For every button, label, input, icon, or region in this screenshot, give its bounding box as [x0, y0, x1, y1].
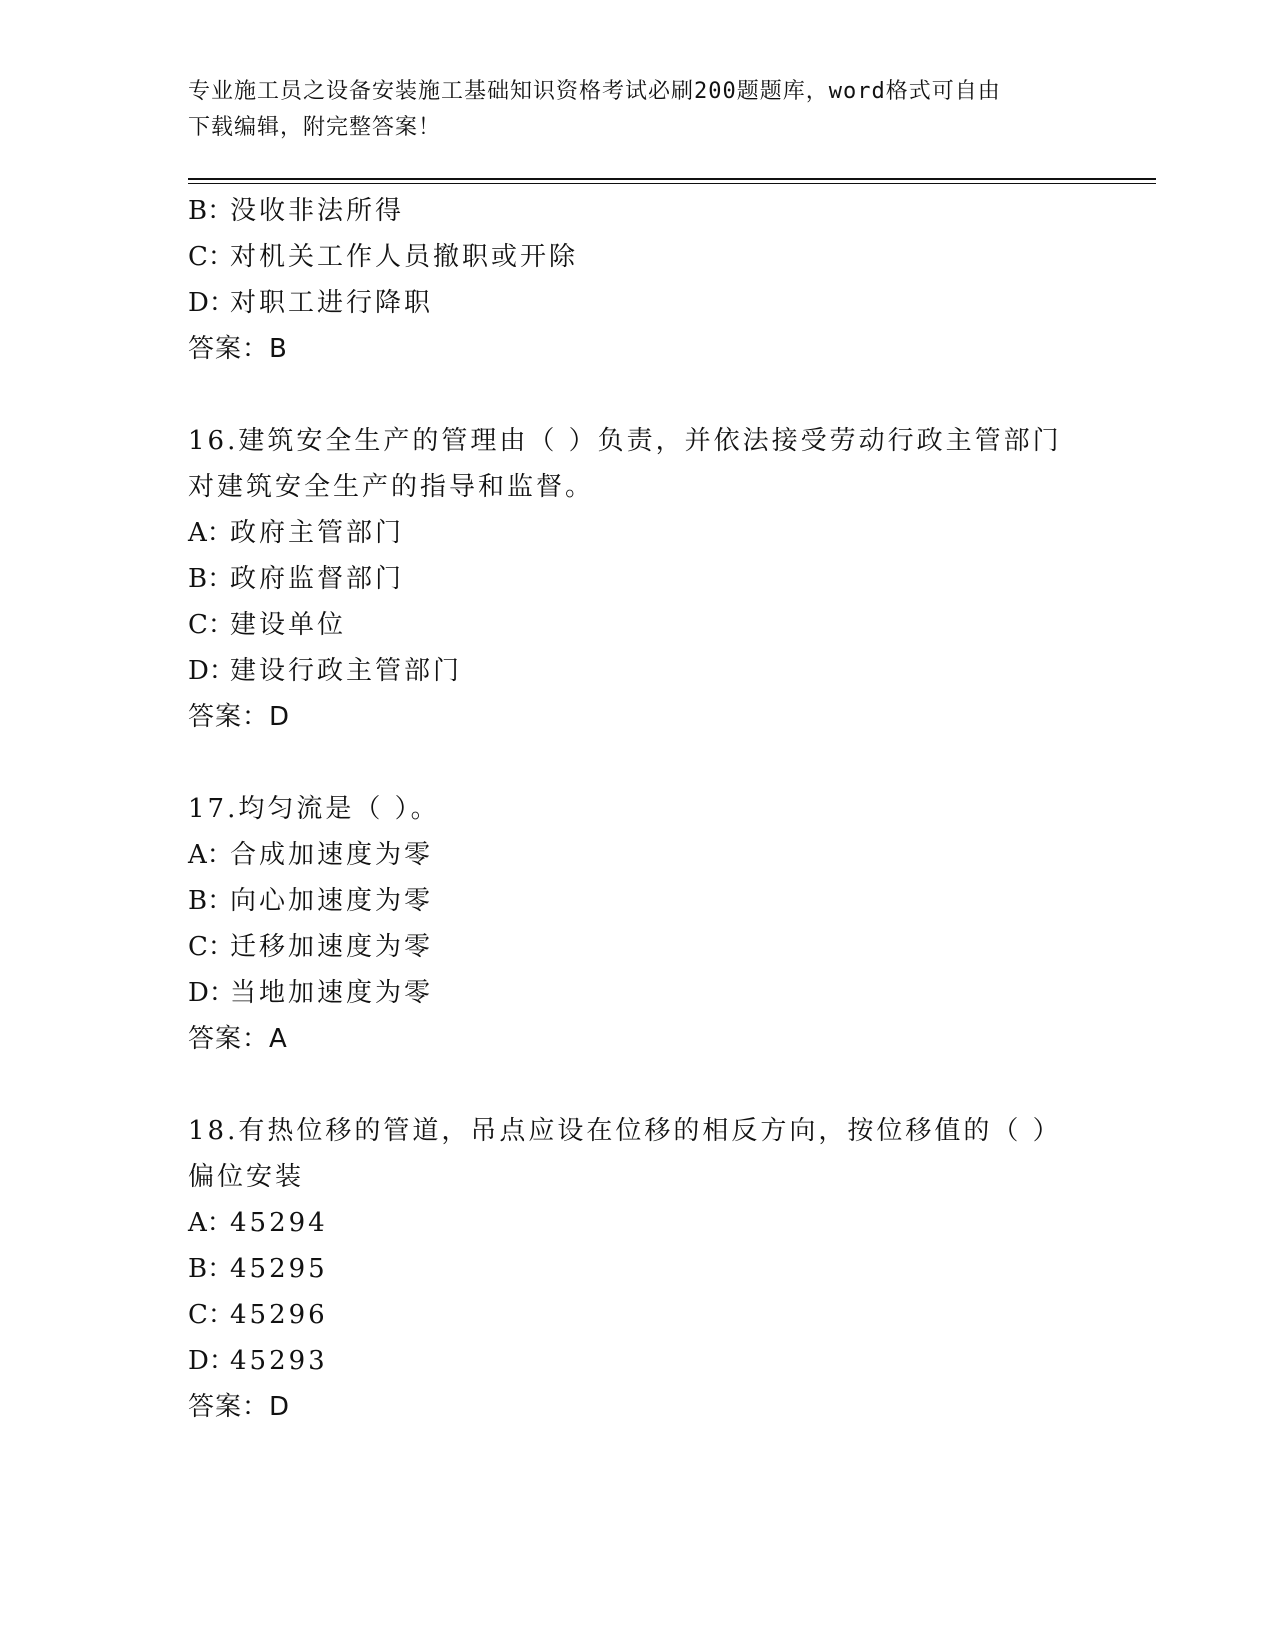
answer-line: 答案：D: [188, 1392, 291, 1422]
option-a: A：合成加速度为零: [188, 840, 434, 870]
option-b: B：向心加速度为零: [188, 886, 434, 916]
option-a: A：45294: [188, 1208, 328, 1238]
question-17: [188, 786, 1088, 1062]
option-d: D：45293: [188, 1346, 328, 1376]
answer-line: 答案：B: [188, 334, 288, 364]
option-b: B：45295: [188, 1254, 328, 1284]
question-stem-line-2: 偏位安装: [188, 1162, 305, 1192]
header-line-2: 下载编辑，附完整答案！: [188, 115, 442, 140]
option-c: C：45296: [188, 1300, 328, 1330]
option-b: B：政府监督部门: [188, 564, 405, 594]
prev-question: [188, 188, 1088, 372]
header-divider-thin: [188, 183, 1156, 184]
option-d: D：建设行政主管部门: [188, 656, 463, 686]
question-stem-line-1: 16.建筑安全生产的管理由（ ）负责，并依法接受劳动行政主管部门: [188, 426, 1062, 456]
question-stem-line-1: 18.有热位移的管道，吊点应设在位移的相反方向，按位移值的（ ）: [188, 1116, 1062, 1146]
option-c: C：迁移加速度为零: [188, 932, 434, 962]
option-d: D：当地加速度为零: [188, 978, 434, 1008]
answer-line: 答案：A: [188, 1024, 288, 1054]
answer-line: 答案：D: [188, 702, 291, 732]
header-line-1: 专业施工员之设备安装施工基础知识资格考试必刷200题题库，word格式可自由: [188, 79, 1001, 104]
option-a: A：政府主管部门: [188, 518, 405, 548]
question-content: [188, 188, 1088, 1430]
option-c: C：对机关工作人员撤职或开除: [188, 242, 579, 272]
question-stem-line-1: 17.均匀流是（ ）。: [188, 794, 440, 824]
header-divider-thick: [188, 178, 1156, 180]
option-d: D：对职工进行降职: [188, 288, 434, 318]
option-b: B：没收非法所得: [188, 196, 405, 226]
question-16: [188, 418, 1088, 740]
document-header: [188, 74, 1088, 146]
question-18: [188, 1108, 1088, 1430]
option-c: C：建设单位: [188, 610, 347, 640]
question-stem-line-2: 对建筑安全生产的指导和监督。: [188, 472, 595, 502]
